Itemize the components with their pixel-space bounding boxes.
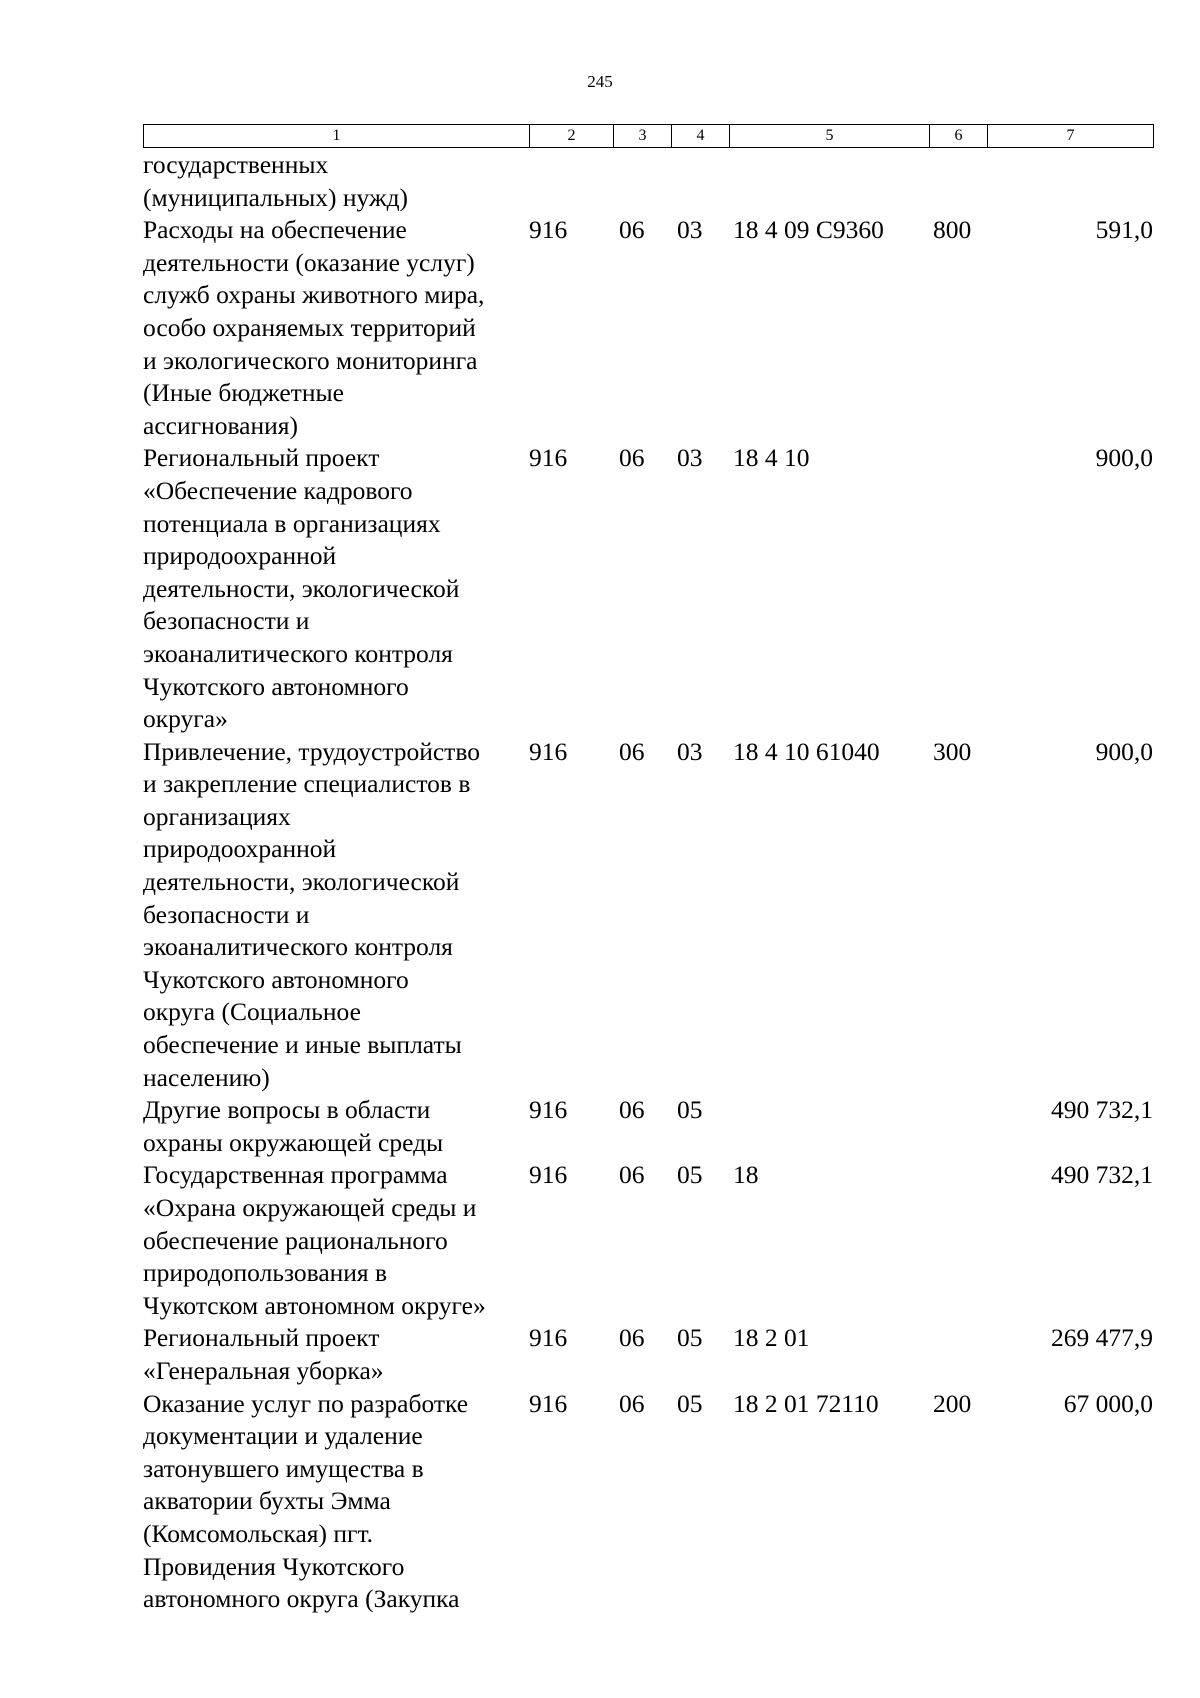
column-number-header (143, 124, 1154, 148)
row-subsection: 03 (677, 443, 703, 473)
row-target-article: 18 2 01 72110 (733, 1388, 879, 1418)
row-amount: 269 477,9 (1051, 1323, 1153, 1353)
table-row (143, 1322, 1153, 1387)
row-subsection (671, 149, 729, 214)
table-row (143, 1388, 1153, 1616)
row-admin-code: 916 (529, 736, 568, 766)
row-target-article: 18 4 10 61040 (733, 736, 880, 766)
row-admin-code: 916 (529, 1095, 568, 1125)
row-name: Государственная программа «Охрана окружающей среды и обеспечение рационального природопользования в Чукотском автономном округе» (143, 1160, 486, 1320)
row-name: Региональный проект «Генеральная уборка» (143, 1323, 384, 1385)
row-admin-code: 916 (529, 443, 568, 473)
row-amount: 490 732,1 (1051, 1160, 1153, 1190)
header-col-3: 3 (614, 125, 672, 148)
header-col-2: 2 (530, 125, 614, 148)
row-amount: 490 732,1 (1051, 1095, 1153, 1125)
row-target-article: 18 2 01 (733, 1323, 810, 1353)
table-row (143, 1159, 1153, 1322)
row-name: государственных (муниципальных) нужд) (143, 150, 409, 212)
header-col-1: 1 (144, 125, 530, 148)
row-subsection: 03 (677, 215, 703, 245)
row-subsection: 05 (677, 1095, 703, 1125)
row-admin-code: 916 (529, 215, 568, 245)
row-section: 06 (619, 736, 645, 766)
budget-table-body (143, 149, 1153, 1616)
row-section: 06 (619, 1323, 645, 1353)
row-amount: 67 000,0 (1063, 1388, 1153, 1418)
row-section: 06 (619, 215, 645, 245)
page-number: 245 (587, 72, 613, 91)
row-amount: 900,0 (1095, 443, 1153, 473)
row-expense-type (929, 442, 987, 735)
header-col-7: 7 (988, 125, 1154, 148)
row-admin-code: 916 (529, 1388, 568, 1418)
row-subsection: 03 (677, 736, 703, 766)
row-section (613, 149, 671, 214)
table-row (143, 736, 1153, 1095)
table-row (143, 442, 1153, 735)
row-name: Другие вопросы в области охраны окружающей среды (143, 1095, 444, 1157)
header-row (144, 125, 1154, 148)
row-section: 06 (619, 1160, 645, 1190)
header-col-6: 6 (930, 125, 988, 148)
row-target-article: 18 (733, 1160, 759, 1190)
table-row (143, 149, 1153, 214)
row-expense-type (929, 1159, 987, 1322)
row-target-article (729, 1094, 929, 1159)
row-expense-type (929, 149, 987, 214)
row-expense-type (929, 1322, 987, 1387)
row-expense-type: 200 (933, 1388, 972, 1418)
row-target-article: 18 4 10 (733, 443, 810, 473)
row-subsection: 05 (677, 1323, 703, 1353)
table-row (143, 214, 1153, 442)
row-name: Привлечение, трудоустройство и закрепление специалистов в организациях природоохранной деятельности, экологической безопасности и экоаналитического контроля Чукотского автономного округа (Социальное обеспечение и иные выплаты населению) (143, 736, 480, 1092)
row-amount: 900,0 (1095, 736, 1153, 766)
row-admin-code (529, 149, 613, 214)
header-col-5: 5 (730, 125, 930, 148)
row-amount: 591,0 (1095, 215, 1153, 245)
row-admin-code: 916 (529, 1160, 568, 1190)
row-name: Расходы на обеспечение деятельности (оказание услуг) служб охраны животного мира, особо охраняемых территорий и экологического мониторинга (Иные бюджетные ассигнования) (143, 215, 485, 440)
row-subsection: 05 (677, 1160, 703, 1190)
row-target-article (729, 149, 929, 214)
header-col-4: 4 (672, 125, 730, 148)
row-expense-type: 300 (933, 736, 972, 766)
row-section: 06 (619, 1388, 645, 1418)
row-amount (987, 149, 1153, 214)
row-name: Оказание услуг по разработке документации и удаление затонувшего имущества в акватории бухты Эмма (Комсомольская) пгт. Провидения Чукотского автономного округа (Закупка (143, 1388, 469, 1614)
row-name: Региональный проект «Обеспечение кадрового потенциала в организациях природоохранной деятельности, экологической безопасности и экоаналитического контроля Чукотского автономного округа» (143, 443, 460, 734)
table-row (143, 1094, 1153, 1159)
row-target-article: 18 4 09 С9360 (733, 215, 884, 245)
row-admin-code: 916 (529, 1323, 568, 1353)
row-subsection: 05 (677, 1388, 703, 1418)
row-section: 06 (619, 1095, 645, 1125)
budget-table (143, 149, 1153, 1616)
row-expense-type (929, 1094, 987, 1159)
row-expense-type: 800 (933, 215, 972, 245)
row-section: 06 (619, 443, 645, 473)
